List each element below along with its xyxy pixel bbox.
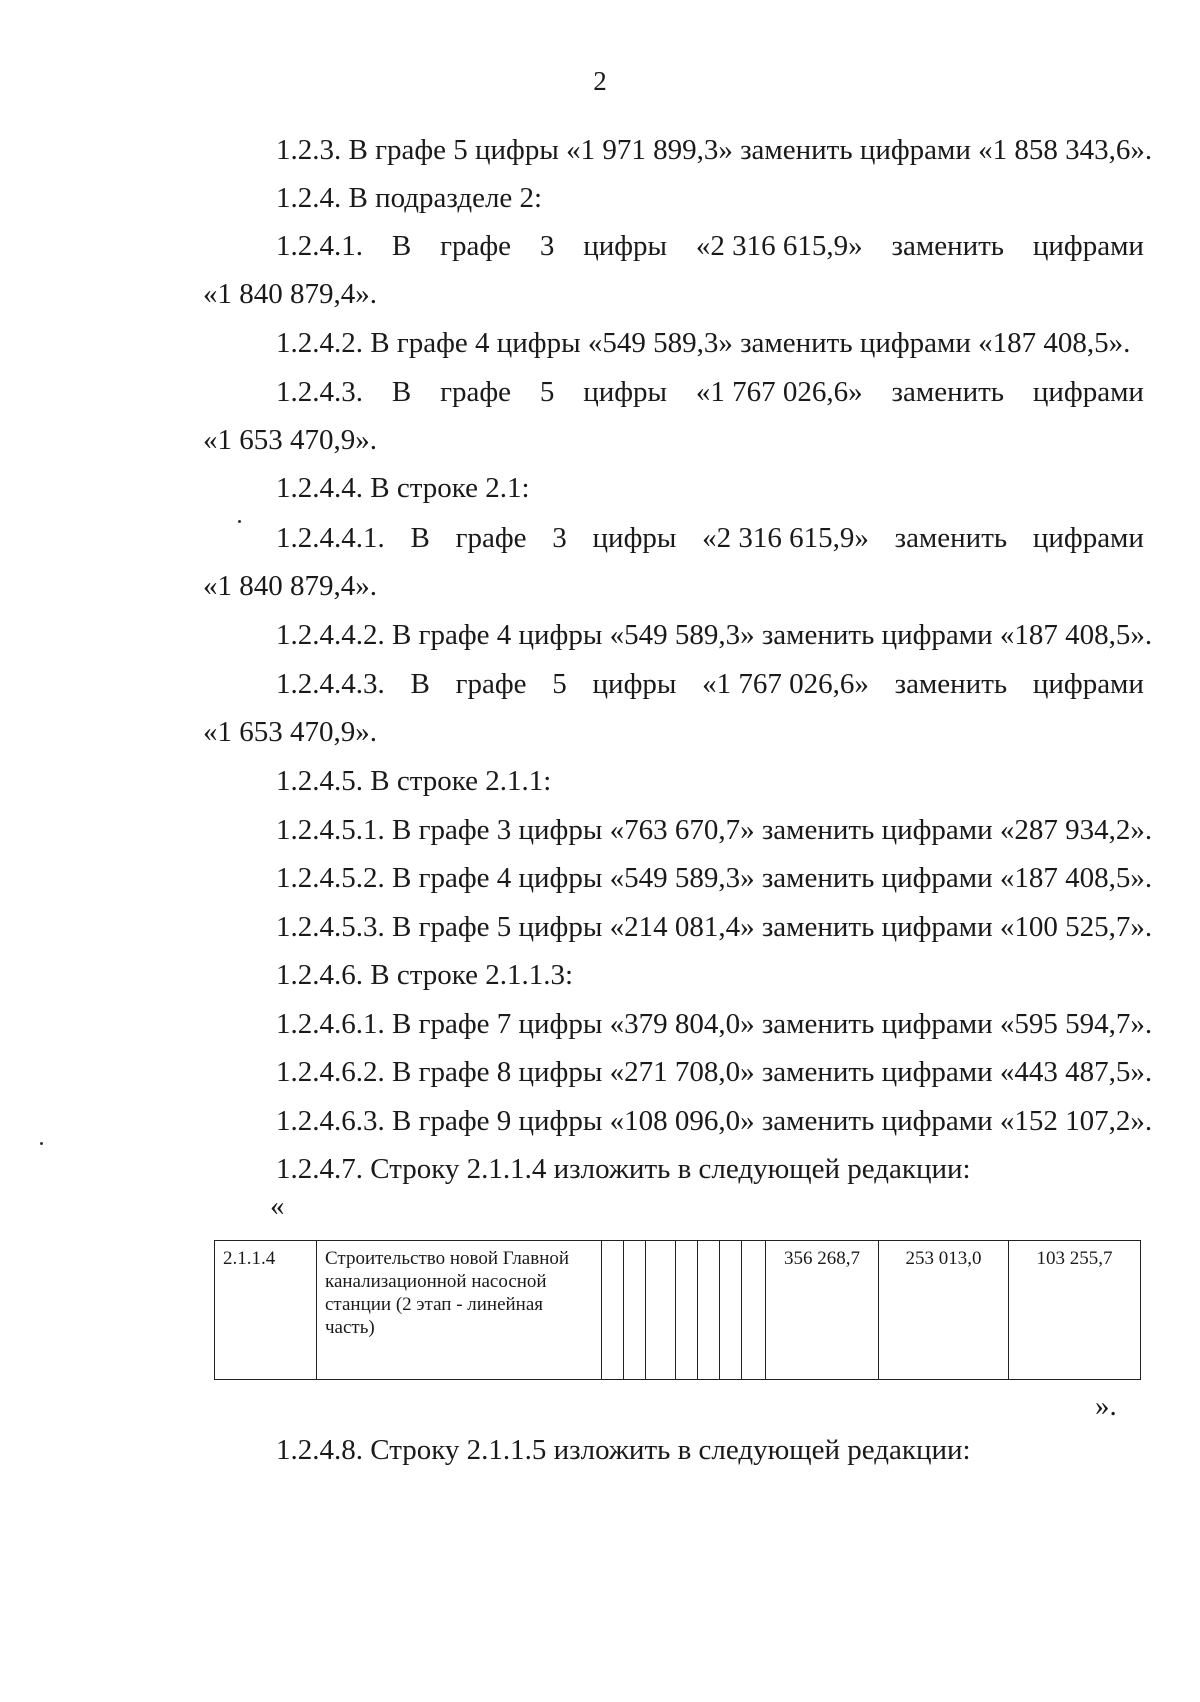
paragraph-1-2-4-4-3-continuation: «1 653 470,9». <box>203 716 377 748</box>
word: заменить <box>891 230 1005 262</box>
word: В <box>391 376 412 408</box>
paragraph-1-2-4-1 <box>276 228 1144 264</box>
word: цифры <box>583 230 668 262</box>
word: В <box>391 230 412 262</box>
amendment-table <box>214 1240 1141 1380</box>
word: заменить <box>891 376 1005 408</box>
word: «2 316 615,9» <box>702 522 869 554</box>
paragraph-1-2-4: 1.2.4. В подразделе 2: <box>276 182 543 214</box>
word: цифрами <box>1032 522 1144 554</box>
paragraph-1-2-3: 1.2.3. В графе 5 цифры «1 971 899,3» заменить цифрами «1 858 343,6». <box>276 134 1153 166</box>
quote-open: « <box>270 1190 285 1222</box>
word: 1.2.4.3. <box>276 376 363 408</box>
word: цифры <box>592 522 677 554</box>
column-8-cell: 253 013,0 <box>879 1241 1009 1380</box>
paragraph-1-2-4-4-2: 1.2.4.4.2. В графе 4 цифры «549 589,3» заменить цифрами «187 408,5». <box>276 619 1153 651</box>
table-row <box>215 1241 1141 1380</box>
empty-cell <box>646 1241 676 1380</box>
paragraph-1-2-4-2: 1.2.4.2. В графе 4 цифры «549 589,3» заменить цифрами «187 408,5». <box>276 327 1131 359</box>
word: цифрами <box>1032 668 1144 700</box>
word: 1.2.4.1. <box>276 230 363 262</box>
paragraph-1-2-4-4-1-continuation: «1 840 879,4». <box>203 570 377 602</box>
row-name-cell: Строительство новой Главной канализационной насосной станции (2 этап - линейная часть) <box>317 1241 602 1380</box>
paragraph-1-2-4-5-2: 1.2.4.5.2. В графе 4 цифры «549 589,3» заменить цифрами «187 408,5». <box>276 862 1153 894</box>
empty-cell <box>676 1241 698 1380</box>
paragraph-1-2-4-1-continuation: «1 840 879,4». <box>203 278 377 310</box>
paragraph-1-2-4-4: 1.2.4.4. В строке 2.1: <box>276 472 530 504</box>
row-code-cell: 2.1.1.4 <box>215 1241 317 1380</box>
word: графе <box>440 230 511 262</box>
word: 3 <box>539 230 555 262</box>
word: 5 <box>552 668 567 700</box>
word: цифры <box>583 376 668 408</box>
word: графе <box>455 522 527 554</box>
word: 1.2.4.4.3. <box>276 668 385 700</box>
paragraph-1-2-4-7: 1.2.4.7. Строку 2.1.1.4 изложить в следующей редакции: <box>276 1153 971 1185</box>
word: 1.2.4.4.1. <box>276 522 385 554</box>
word: графе <box>440 376 511 408</box>
word: «1 767 026,6» <box>695 376 863 408</box>
word: графе <box>455 668 527 700</box>
paragraph-1-2-4-4-1 <box>276 520 1144 556</box>
empty-cell <box>720 1241 742 1380</box>
word: заменить <box>894 668 1008 700</box>
column-7-cell: 356 268,7 <box>766 1241 879 1380</box>
scan-dot <box>238 520 241 523</box>
paragraph-1-2-4-3-continuation: «1 653 470,9». <box>203 424 377 456</box>
paragraph-1-2-4-5-3: 1.2.4.5.3. В графе 5 цифры «214 081,4» заменить цифрами «100 525,7». <box>276 911 1153 943</box>
paragraph-1-2-4-6: 1.2.4.6. В строке 2.1.1.3: <box>276 959 574 991</box>
empty-cell <box>624 1241 646 1380</box>
word: цифры <box>592 668 677 700</box>
quote-close: ». <box>1095 1390 1117 1422</box>
word: В <box>410 668 430 700</box>
word: заменить <box>894 522 1008 554</box>
paragraph-1-2-4-8: 1.2.4.8. Строку 2.1.1.5 изложить в следующей редакции: <box>276 1434 971 1466</box>
empty-cell <box>698 1241 720 1380</box>
empty-cell <box>742 1241 766 1380</box>
word: цифрами <box>1032 230 1144 262</box>
paragraph-1-2-4-5-1: 1.2.4.5.1. В графе 3 цифры «763 670,7» заменить цифрами «287 934,2». <box>276 814 1153 846</box>
word: 5 <box>539 376 555 408</box>
paragraph-1-2-4-4-3 <box>276 666 1144 702</box>
word: «1 767 026,6» <box>702 668 869 700</box>
scan-dot <box>40 1142 43 1145</box>
empty-cell <box>602 1241 624 1380</box>
paragraph-1-2-4-6-1: 1.2.4.6.1. В графе 7 цифры «379 804,0» заменить цифрами «595 594,7». <box>276 1008 1153 1040</box>
paragraph-1-2-4-6-3: 1.2.4.6.3. В графе 9 цифры «108 096,0» заменить цифрами «152 107,2». <box>276 1105 1153 1137</box>
word: В <box>410 522 430 554</box>
page-number: 2 <box>593 66 607 96</box>
word: «2 316 615,9» <box>695 230 863 262</box>
paragraph-1-2-4-6-2: 1.2.4.6.2. В графе 8 цифры «271 708,0» заменить цифрами «443 487,5». <box>276 1056 1153 1088</box>
word: цифрами <box>1032 376 1144 408</box>
word: 3 <box>552 522 567 554</box>
paragraph-1-2-4-5: 1.2.4.5. В строке 2.1.1: <box>276 765 552 797</box>
column-9-cell: 103 255,7 <box>1009 1241 1141 1380</box>
paragraph-1-2-4-3 <box>276 374 1144 410</box>
